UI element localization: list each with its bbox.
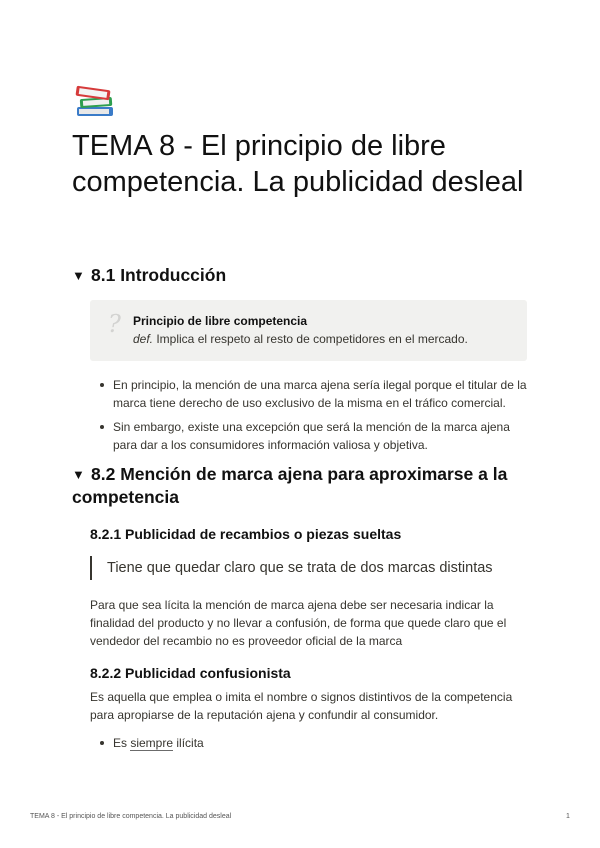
list-item bbox=[90, 734, 530, 752]
confusionista-bullet-list bbox=[90, 734, 530, 758]
definition-callout bbox=[90, 300, 527, 361]
footer-title: TEMA 8 - El principio de libre competencia. La publicidad desleal bbox=[30, 813, 232, 820]
list-item: En principio, la mención de una marca ajena sería ilegal porque el titular de la marca tiene derecho de uso exclusivo de la misma en el tráfico comercial. bbox=[90, 376, 530, 412]
callout-title: Principio de libre competencia bbox=[133, 314, 308, 328]
section-heading-intro[interactable] bbox=[72, 264, 542, 287]
page-number: 1 bbox=[566, 813, 570, 820]
toggle-triangle-icon[interactable]: ▼ bbox=[72, 467, 85, 482]
section-heading-label: 8.2 Mención de marca ajena para aproximarse a la competencia bbox=[72, 464, 508, 507]
definition-text: Implica el respeto al resto de competidores en el mercado. bbox=[153, 332, 468, 346]
list-item: Sin embargo, existe una excepción que será la mención de la marca ajena para dar a los consumidores información valiosa y objetiva. bbox=[90, 418, 530, 454]
toggle-triangle-icon[interactable]: ▼ bbox=[72, 268, 85, 283]
subsection-heading-recambios: 8.2.1 Publicidad de recambios o piezas sueltas bbox=[90, 526, 402, 542]
question-mark-icon: ? bbox=[108, 310, 121, 338]
paragraph-confusionista: Es aquella que emplea o imita el nombre o signos distintivos de la competencia para apropiarse de la reputación ajena y confundir al consumidor. bbox=[90, 690, 513, 722]
books-icon bbox=[74, 80, 116, 118]
page-title: TEMA 8 - El principio de libre competencia. La publicidad desleal bbox=[72, 130, 524, 198]
paragraph-recambios: Para que sea lícita la mención de marca ajena debe ser necesaria indicar la finalidad del producto y no llevar a confusión, de forma que quede claro que el vendedor del recambio no es proveedor oficial de la marca bbox=[90, 598, 507, 648]
intro-bullet-list bbox=[90, 376, 530, 460]
section-heading-label: 8.1 Introducción bbox=[91, 265, 227, 285]
blockquote: Tiene que quedar claro que se trata de dos marcas distintas bbox=[90, 556, 493, 580]
bullet-text-prefix: Es bbox=[113, 736, 131, 750]
subsection-heading-confusionista: 8.2.2 Publicidad confusionista bbox=[90, 665, 291, 681]
bullet-text-suffix: ilícita bbox=[173, 736, 204, 750]
section-heading-mention[interactable] bbox=[72, 463, 542, 509]
callout-definition bbox=[133, 332, 468, 346]
underlined-word: siempre bbox=[130, 736, 174, 750]
definition-label: def. bbox=[133, 332, 154, 346]
